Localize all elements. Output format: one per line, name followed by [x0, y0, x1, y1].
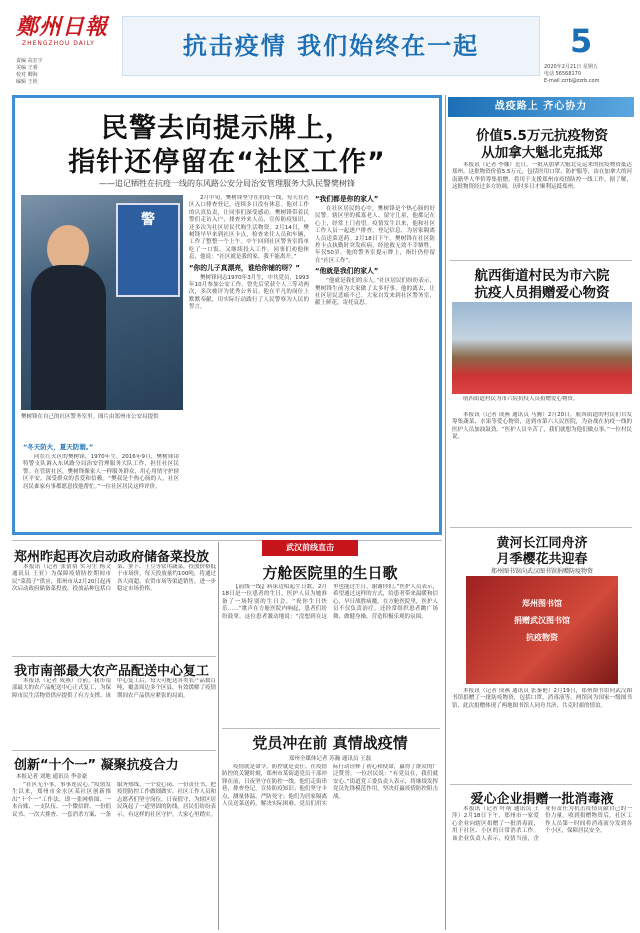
column-divider	[445, 95, 446, 930]
feature-section-heading: “冬天防火，夏天防溺。”	[23, 443, 94, 451]
story-divider	[450, 784, 632, 785]
story-body	[452, 412, 632, 522]
story-divider	[222, 728, 440, 729]
paragraph: 本报讯（记者 叶萌 通讯员 王萍）2月18日下午，郑州市一家爱心企业向辖区捐赠了一批消毒液，用于社区、小区的日常消杀工作。该企业负责人表示，疫情当前，企业有责任为抗击疫情贡献自己的一份力量。收到捐赠物资后，社区工作人员第一时间将消毒液分发到各个小区，保障居民安全。	[452, 806, 632, 842]
section-banner	[122, 16, 540, 76]
story-headline: 党员冲在前 真情战疫情	[252, 734, 408, 752]
library-donation-photo	[466, 576, 618, 684]
photo-sign-text: 警	[141, 212, 155, 228]
credit-line: 校对 卿海	[16, 72, 38, 78]
photo-sign-text: 郑州图书馆	[522, 599, 562, 608]
story-body	[452, 806, 632, 930]
credit-line: 责编 高宏宇	[16, 58, 43, 64]
credit-line: 美编 王睿	[16, 65, 38, 71]
story-body	[12, 678, 216, 748]
story-divider	[450, 527, 632, 528]
story-body	[452, 162, 632, 262]
masthead	[0, 0, 640, 92]
story-headline: 创新“十个一” 凝聚抗疫合力	[14, 758, 179, 773]
photo-police-sign	[116, 203, 180, 297]
credit-line: 编辑 王艳	[16, 79, 38, 85]
story-body	[222, 584, 438, 724]
feature-section-heading: “我们都是你的家人”	[315, 195, 379, 203]
story-headline: 航西街道村民为市六院	[474, 268, 610, 284]
page-number: 5	[570, 22, 593, 60]
story-headline: 爱心企业捐赠一批消毒液	[470, 792, 614, 807]
story-divider	[12, 750, 216, 751]
paragraph: 本报讯（记者 成燕 通讯员 张秦艳）2月19日，郑州图书馆向武汉图书馆捐赠了一批防疫物资，包括口罩、消毒液等。两馆同为国家一级图书馆，此次捐赠体现了两地图书馆人同舟共济、共克时艰的情谊。	[452, 688, 632, 709]
newspaper-logo-subtitle: ZHENGZHOU DAILY	[22, 40, 95, 47]
photo-sign-text: 抗疫物资	[526, 633, 558, 642]
column-divider	[218, 542, 219, 930]
paragraph: 2月中旬，樊树锋坚守在抗疫一线，每天在社区入口排查登记，连续多日没有休息。他对工作的认真负责，让同事们深受感动。樊树锋带着民警们走访入户，排查外来人员，宣传防疫知识，还多次为社区居民代购生活物资。2月14日，樊树锋早早来到社区卡点，检查来往人员和车辆，工作了整整一个上午。中午回到社区警务室简单吃了一口饭，又继续投入工作。同事们劝他休息，他说：“社区就是我的家，我不能离开。”	[189, 195, 309, 261]
story-subheadline: 郑州图书馆向武汉图书馆捐赠防疫物资	[490, 568, 593, 575]
paragraph: 疫情就是命令，防控就是责任。在疫情防控的关键时刻，郑州市某街道党员干部冲锋在前，日夜坚守在防控一线。他们走街串巷，排查登记，宣传防疫知识；他们坚守卡点，测量体温，严防死守；他们为居家隔离人员送菜送药，解决实际困难。党员们用实际行动诠释了初心和使命，赢得了群众的广泛赞誉。一位居民说：“有党员在，我们就安心。”街道党工委负责人表示，将继续发挥党员先锋模范作用，坚决打赢疫情防控阻击战。	[222, 764, 438, 808]
right-column-banner-title: 战疫路上 齐心协力	[494, 101, 588, 112]
photo-caption	[452, 396, 632, 410]
story-headline: 我市南部最大农产品配送中心复工	[14, 664, 210, 679]
story-body	[222, 764, 438, 930]
story-divider	[12, 540, 442, 541]
paragraph: 本报讯（记者 张倩倩 实习生 杨文 通讯员 王亚）为保障疫情防控期间市民“菜篮子”供应，郑州市从2月20日起再次启动政府储备菜投放，投放品种包括白菜、萝卜、土豆等常用蔬菜，投放价格低于市场价，每天投放量约100吨，将通过各大商超、农贸市场等渠道销售，进一步稳定市场价格。	[12, 564, 216, 593]
paragraph: 本报讯（记者 李娜）近日，一批从加拿大魁北克运来的抗疫物资抵达郑州。这批物资价值5.5万元，包括医用口罩、防护服等，由在加拿大的河南籍华人华侨筹集捐赠，将用于支援郑州市疫情防控一线工作。据了解，这批物资经过多方协调，历时多日才顺利运抵郑州。	[452, 162, 632, 191]
paragraph: 航西街道村民为市六院抗疫人员捐赠爱心物资。	[463, 396, 579, 402]
paragraph: 【前线一线】病床边唱起生日歌，2月18日是一位患者的生日，医护人员为她准备了一场特别的生日会。“祝你生日快乐……”歌声在方舱医院内响起，患者们纷纷鼓掌。这位患者激动地说：“没想到在这里也能过生日，谢谢你们。”医护人员表示，希望通过这样的方式，给患者带来温暖和信心，早日战胜病魔。在方舱医院里，医护人员不仅负责治疗，还经常组织患者跳广场舞、做健身操，营造积极乐观的氛围。	[222, 584, 438, 620]
story-headline: 抗疫人员捐赠爱心物资	[474, 285, 610, 301]
feature-headline-line2: 指针还停留在“社区工作”	[68, 147, 386, 178]
story-byline: 本报记者 刘地 通讯员 李金豪	[16, 774, 88, 780]
story-divider	[450, 260, 632, 261]
story-body	[12, 564, 216, 654]
paragraph: “社区无小事，事事连民心。”疫情发生以来，郑州市金水区某社区创新推出“十个一”工作法，即一张网格图、一本台账、一支队伍、一个微信群、一份倡议书、一次大排查、一套消杀方案、一条服务热线、一个爱心岗、一份责任书，把疫情防控工作做细做实。社区工作人员和志愿者们坚守岗位，日夜值守，为辖区居民筑起了一道坚固的防线。居民们纷纷表示，有这样的社区守护，大家心里踏实。	[12, 782, 216, 818]
story-body	[452, 688, 632, 784]
issue-email: E-mail zzrb@zzrb.com	[544, 78, 600, 84]
right-column-banner	[448, 97, 634, 117]
story-byline: 郑州全媒体记者 苏瀚 通讯员 王磊	[288, 756, 372, 762]
feature-headline-line1: 民警去向提示牌上，	[101, 113, 353, 144]
story-headline: 月季樱花共迎春	[496, 552, 588, 567]
section-banner-title: 抗击疫情 我们始终在一起	[182, 32, 480, 60]
newspaper-logo: 鄭州日報	[16, 14, 109, 40]
feature-subheadline: ——追记牺牲在抗疫一线的东风路公安分局治安管理服务大队民警樊树锋	[99, 179, 355, 188]
story-headline: 黄河长江同舟济	[496, 536, 588, 551]
section-tag	[262, 540, 358, 556]
paragraph: 同在红火区的樊树锋，1970年生，2016年9月，樊树锋由特警支队调入东风路分局治安管理服务大队工作，担任社区民警。在管辖社区，樊树锋像家人一样服务群众，用心用情守护辖区平安，深受群众的喜爱和信赖。“樊叔是个热心肠的人，社区居民谁家有事都愿意找他帮忙。”一位社区居民这样评价。	[23, 454, 179, 490]
paragraph: 本报讯（记者 成燕）日前，我市南部最大的农产品配送中心正式复工，为保障市民生活物资供应提供了有力支撑。该中心复工后，每天可配送各类农产品数百吨，覆盖周边多个区县，有效缓解了疫情期间农产品供应紧张的局面。	[12, 678, 216, 699]
paragraph: 本报讯（记者 成燕 通讯员 马腾）2月20日，航西街道的村民们自发筹集蔬菜、水果等爱心物资，送到市第六人民医院，为奋战在抗疫一线的医护人员加油鼓劲。“医护人员辛苦了，我们就想为他们做点事。”一位村民说。	[452, 412, 632, 441]
section-tag-label: 武汉前线直击	[286, 543, 334, 552]
issue-phone: 电话 56568170	[544, 71, 582, 77]
paragraph: 樊树锋同志1970年3月生，中共党员，1993年10月参加公安工作。曾先后荣获个人三等功两次，多次被评为优秀公务员。他在平凡的岗位上默默奉献，用实际行动践行了人民警察为人民的誓言。	[189, 274, 309, 311]
issue-meta	[544, 64, 634, 85]
feature-photo-caption: 樊树锋在自己的社区警务室里。图片由郑州市公安局提供	[21, 414, 159, 420]
story-headline: 价值5.5万元抗疫物资	[476, 128, 608, 144]
story-headline: 从加拿大魁北克抵郑	[481, 145, 603, 161]
paragraph: 在社区居民的心中，樊树锋是个热心肠的好民警。辖区里的孤寡老人、留守儿童，他都记在心上，经常上门看望。疫情发生以来，他和社区工作人员一起逐户排查，登记信息，为居家隔离人员送菜送药。2月18日下午，樊树锋在社区防控卡点执勤时突发疾病，经抢救无效不幸牺牲，年仅50岁。他的警务室提示牌上，指针仍停留在“社区工作”。	[315, 206, 435, 264]
paragraph: “他就是我们的亲人。”社区居民们纷纷表示，樊树锋生前为大家做了太多好事。他的离去，让社区居民悲痛不已。大家自发来到社区警务室，献上鲜花，寄托哀思。	[315, 278, 435, 307]
photo-person-body	[31, 265, 106, 410]
feature-section-heading: “你的儿子真漂亮，谁给你铺的呀？”	[189, 263, 300, 272]
story-divider	[12, 656, 216, 657]
story-headline: 郑州昨起再次启动政府储备菜投放	[14, 550, 210, 565]
feature-article	[12, 95, 442, 535]
issue-date: 2020年2月21日 星期五	[544, 64, 598, 70]
feature-photo	[21, 195, 183, 410]
feature-column-3	[315, 195, 435, 625]
story-headline: 方舱医院里的生日歌	[262, 564, 398, 582]
photo-sign-text: 捐赠武汉图书馆	[514, 616, 570, 625]
feature-section-heading: “他就是我们的家人”	[315, 267, 379, 276]
donation-photo	[452, 302, 632, 394]
story-body	[12, 782, 216, 930]
editor-credits	[16, 58, 116, 86]
